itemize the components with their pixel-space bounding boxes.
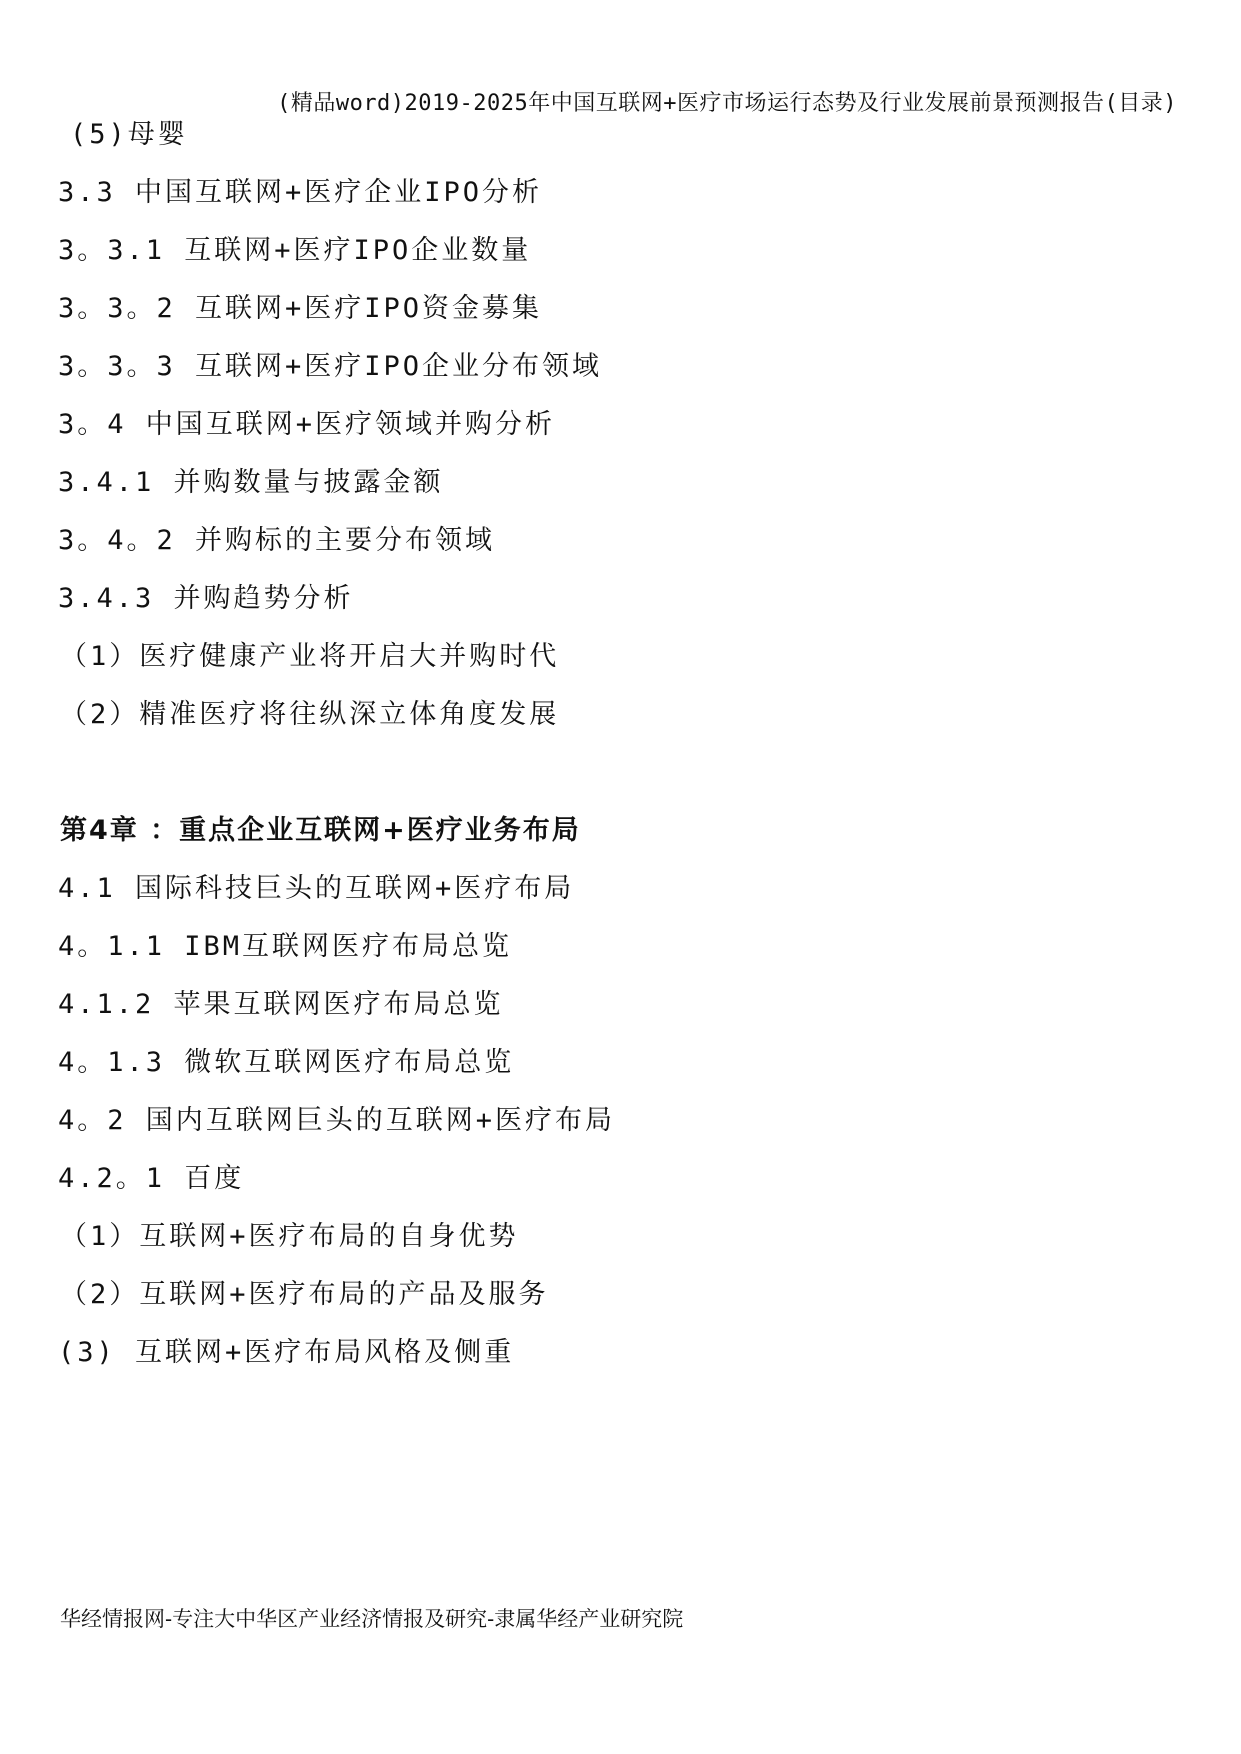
toc-entry-4-2: 4。2 国内互联网巨头的互联网+医疗布局: [58, 1105, 616, 1136]
toc-entry-3-4: 3。4 中国互联网+医疗领域并购分析: [58, 409, 556, 440]
toc-entry-4-1-3: 4。1.3 微软互联网医疗布局总览: [58, 1047, 515, 1078]
toc-entry-4-1: 4.1 国际科技巨头的互联网+医疗布局: [58, 873, 575, 904]
chapter-4-title: 第4章 ：重点企业互联网+医疗业务布局: [60, 815, 581, 846]
toc-entry-5-muying: (5)母婴: [70, 119, 188, 150]
toc-entry-4-2-1: 4.2。1 百度: [58, 1163, 245, 1194]
toc-entry-3-4-3-1: （1）医疗健康产业将开启大并购时代: [60, 641, 560, 672]
page-footer: 华经情报网-专注大中华区产业经济情报及研究-隶属华经产业研究院: [60, 1607, 684, 1631]
toc-entry-3-3-2: 3。3。2 互联网+医疗IPO资金募集: [58, 293, 543, 324]
toc-entry-4-2-1-3: (3) 互联网+医疗布局风格及侧重: [58, 1337, 515, 1368]
toc-entry-3-3-1: 3。3.1 互联网+医疗IPO企业数量: [58, 235, 532, 266]
toc-entry-3-4-2: 3。4。2 并购标的主要分布领域: [58, 525, 496, 556]
toc-entry-4-2-1-1: （1）互联网+医疗布局的自身优势: [60, 1221, 519, 1252]
toc-entry-3-4-3-2: （2）精准医疗将往纵深立体角度发展: [60, 699, 560, 730]
toc-entry-3-4-1: 3.4.1 并购数量与披露金额: [58, 467, 444, 498]
toc-entry-3-4-3: 3.4.3 并购趋势分析: [58, 583, 354, 614]
toc-entry-4-1-1: 4。1.1 IBM互联网医疗布局总览: [58, 931, 513, 962]
toc-entry-3-3: 3.3 中国互联网+医疗企业IPO分析: [58, 177, 543, 208]
toc-entry-4-1-2: 4.1.2 苹果互联网医疗布局总览: [58, 989, 504, 1020]
toc-entry-4-2-1-2: （2）互联网+医疗布局的产品及服务: [60, 1279, 549, 1310]
page-header: (精品word)2019-2025年中国互联网+医疗市场运行态势及行业发展前景预测报告(目录): [277, 91, 1177, 116]
toc-entry-3-3-3: 3。3。3 互联网+医疗IPO企业分布领域: [58, 351, 603, 382]
